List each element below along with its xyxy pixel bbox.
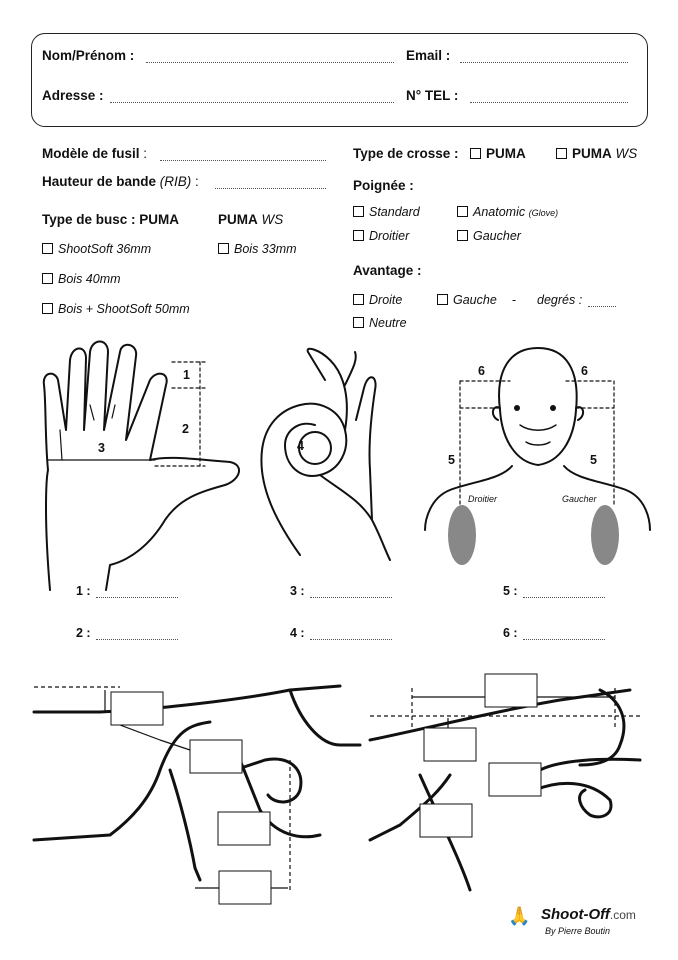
hand-label-1: 1 [183,368,190,382]
nom-label: Nom/Prénom : [42,48,135,63]
measure-4-field[interactable] [310,639,392,640]
busc-ws-option[interactable]: Bois 33mm [218,242,297,256]
head-label-6-right: 6 [581,364,588,378]
busc-title: Type de busc : PUMA [42,212,180,227]
busc-option-1[interactable]: ShootSoft 36mm [42,242,151,256]
ring-label-4: 4 [297,439,304,453]
measure-1-field[interactable] [96,597,178,598]
head-label-6-left: 6 [478,364,485,378]
crosse-option-puma[interactable]: PUMA [470,146,526,161]
measure-4-label: 4 : [290,626,305,640]
poignee-standard[interactable]: Standard [353,205,420,219]
adresse-label: Adresse : [42,88,104,103]
head-label-5-right: 5 [590,453,597,467]
avantage-dash: - [512,293,517,307]
ok-hand-drawing [261,349,390,560]
hand-label-2: 2 [182,422,189,436]
avantage-droite[interactable]: Droite [353,293,402,307]
gaucher-caption: Gaucher [562,494,597,504]
measure-5-label: 5 : [503,584,518,598]
crosse-title: Type de crosse : [353,146,459,161]
avantage-title: Avantage : [353,263,422,278]
measure-3-field[interactable] [310,597,392,598]
stock-left [34,686,360,880]
pad-left [448,505,476,565]
hand-label-3: 3 [98,441,105,455]
crosse-option-puma-ws[interactable]: PUMA WS [556,146,637,161]
brand-author: By Pierre Boutin [545,926,611,936]
measure-5-field[interactable] [523,597,605,598]
poignee-title: Poignée : [353,178,414,193]
busc-option-2[interactable]: Bois 40mm [42,272,121,286]
poignee-droitier[interactable]: Droitier [353,229,409,243]
busc-option-3[interactable]: Bois + ShootSoft 50mm [42,302,190,316]
poignee-anatomic[interactable]: Anatomic (Glove) [457,205,558,219]
measure-2-label: 2 : [76,626,91,640]
measure-2-field[interactable] [96,639,178,640]
measure-3-label: 3 : [290,584,305,598]
tel-label: N° TEL : [406,88,459,103]
busc-ws-title: PUMA WS [218,212,284,227]
brand-name: Shoot-Off.com [541,906,636,923]
measure-1-label: 1 : [76,584,91,598]
poignee-gaucher[interactable]: Gaucher [457,229,521,243]
avantage-neutre[interactable]: Neutre [353,316,407,330]
avantage-gauche[interactable]: Gauche [437,293,497,307]
brand-logo-icon: 🙏 [508,906,531,926]
head-drawing [425,348,650,530]
hand-drawing [44,342,239,591]
droitier-caption: Droitier [468,494,498,504]
email-label: Email : [406,48,451,63]
pad-right [591,505,619,565]
measure-6-label: 6 : [503,626,518,640]
hauteur-label: Hauteur de bande (RIB) : [42,174,199,189]
avantage-degres: degrés : [537,293,583,307]
modele-label: Modèle de fusil : [42,146,148,161]
measure-6-field[interactable] [523,639,605,640]
head-label-5-left: 5 [448,453,455,467]
